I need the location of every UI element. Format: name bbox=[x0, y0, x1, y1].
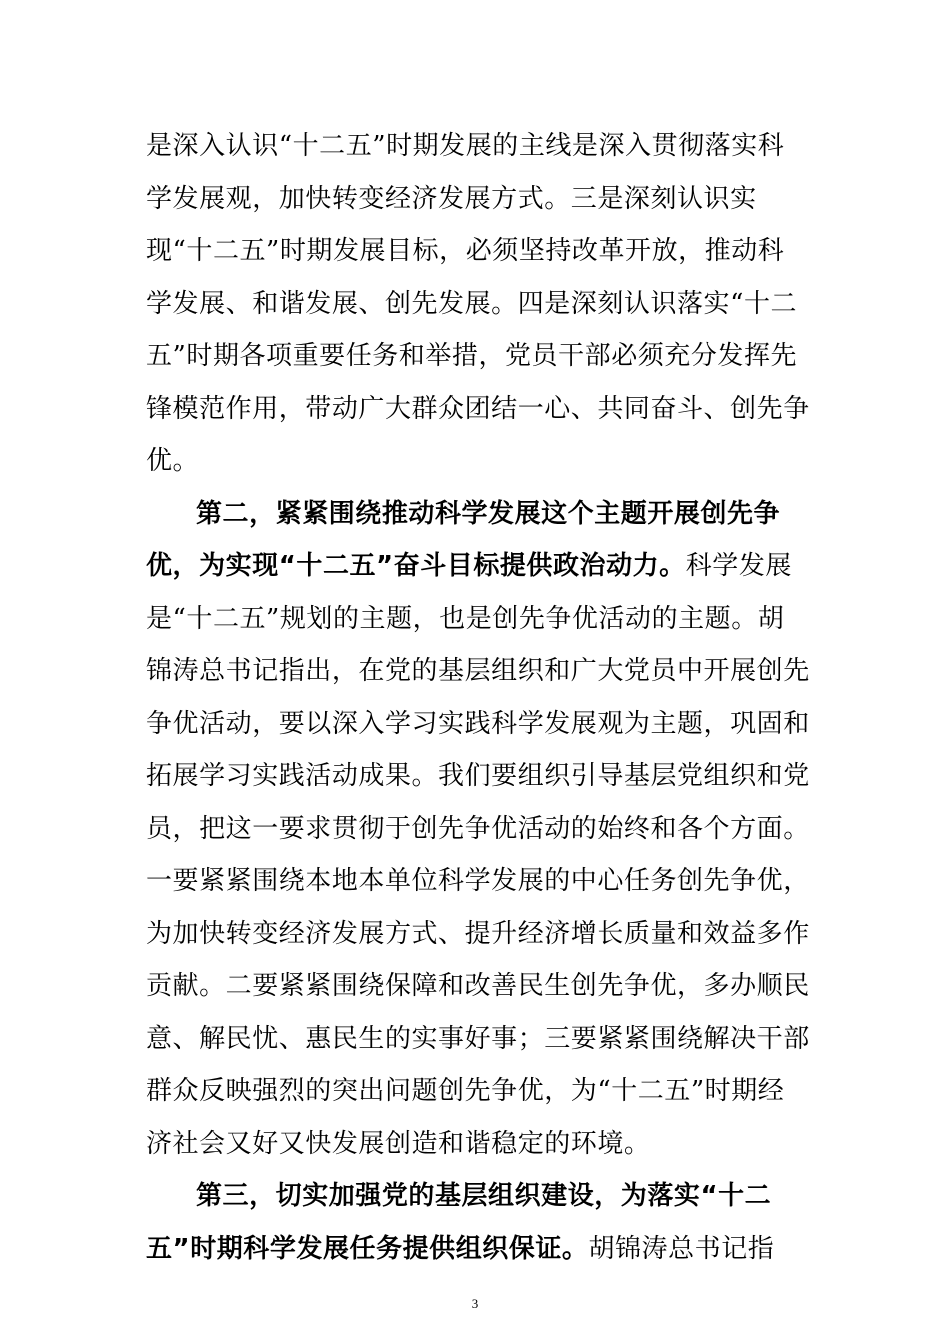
text-line: 锋模范作用，带动广大群众团结一心、共同奋斗、创先争 bbox=[146, 394, 810, 424]
text-line: 一要紧紧围绕本地本单位科学发展的中心任务创先争优， bbox=[146, 866, 810, 896]
text-line: 意、解民忧、惠民生的实事好事；三要紧紧围绕解决干部 bbox=[146, 1024, 810, 1054]
text-line: 为加快转变经济发展方式、提升经济增长质量和效益多作 bbox=[146, 919, 810, 949]
text-line: 员，把这一要求贯彻于创先争优活动的始终和各个方面。 bbox=[146, 814, 810, 844]
section-heading-3: 第三，切实加强党的基层组织建设，为落实“十二 bbox=[196, 1181, 772, 1211]
text-line: 拓展学习实践活动成果。我们要组织引导基层党组织和党 bbox=[146, 761, 810, 791]
text-line: 是深入认识“十二五”时期发展的主线是深入贯彻落实科 bbox=[146, 131, 785, 161]
section-heading-2: 第二，紧紧围绕推动科学发展这个主题开展创先争 bbox=[196, 499, 781, 529]
text-line: 学发展、和谐发展、创先发展。四是深刻认识落实“十二 bbox=[146, 289, 798, 319]
paragraph-text: 科学发展 bbox=[685, 551, 792, 581]
text-line: 群众反映强烈的突出问题创先争优，为“十二五”时期经 bbox=[146, 1076, 785, 1106]
text-line: 现“十二五”时期发展目标，必须坚持改革开放，推动科 bbox=[146, 236, 785, 266]
section-heading-2-continued: 优，为实现“十二五”奋斗目标提供政治动力。 bbox=[146, 551, 686, 581]
text-line: 优。 bbox=[146, 446, 200, 476]
text-line: 五”时期各项重要任务和举措，党员干部必须充分发挥先 bbox=[146, 341, 798, 371]
text-line: 是“十二五”规划的主题，也是创先争优活动的主题。胡 bbox=[146, 604, 785, 634]
text-line: 锦涛总书记指出，在党的基层组织和广大党员中开展创先 bbox=[146, 656, 810, 686]
text-line: 学发展观，加快转变经济发展方式。三是深刻认识实 bbox=[146, 184, 757, 214]
text-line bbox=[146, 551, 792, 581]
text-line: 贡献。二要紧紧围绕保障和改善民生创先争优，多办顺民 bbox=[146, 971, 810, 1001]
text-line: 争优活动，要以深入学习实践科学发展观为主题，巩固和 bbox=[146, 709, 810, 739]
text-line bbox=[146, 1234, 774, 1264]
text-line: 济社会又好又快发展创造和谐稳定的环境。 bbox=[146, 1129, 651, 1159]
paragraph-text: 胡锦涛总书记指 bbox=[588, 1234, 775, 1264]
page-number: 3 bbox=[471, 1296, 479, 1311]
section-heading-3-continued: 五”时期科学发展任务提供组织保证。 bbox=[146, 1234, 589, 1264]
